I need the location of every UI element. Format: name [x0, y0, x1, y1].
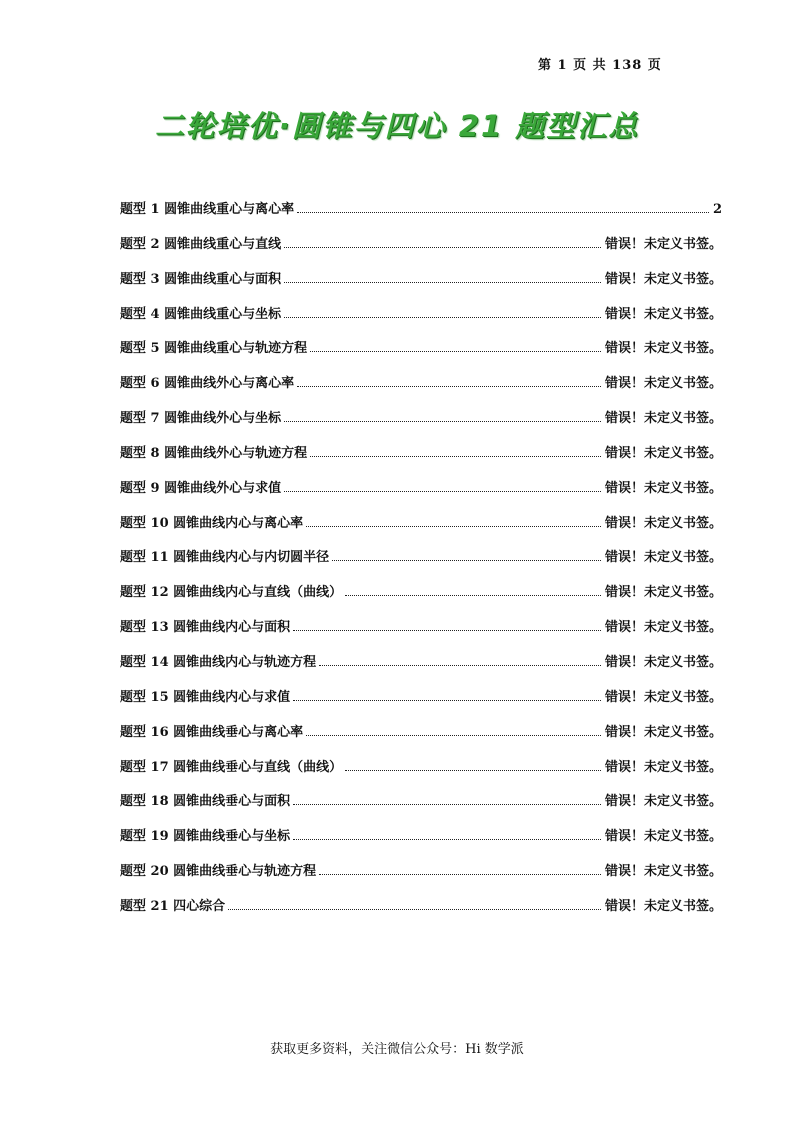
toc-dot-leader — [284, 282, 601, 283]
toc-entry-label: 题型 16 圆锥曲线垂心与离心率 — [120, 724, 304, 740]
toc-entry-label: 题型 19 圆锥曲线垂心与坐标 — [120, 829, 291, 845]
toc-entry-page: 错误！未定义书签。 — [604, 829, 722, 845]
toc-entry[interactable] — [120, 477, 722, 512]
toc-entry-page: 错误！未定义书签。 — [604, 341, 722, 357]
toc-entry-page: 错误！未定义书签。 — [604, 689, 722, 705]
toc-dot-leader — [310, 456, 601, 457]
toc-entry-label: 题型 10 圆锥曲线内心与离心率 — [120, 515, 304, 531]
toc-entry-page: 错误！未定义书签。 — [604, 898, 722, 914]
toc-dot-leader — [319, 665, 601, 666]
toc-entry-label: 题型 9 圆锥曲线外心与求值 — [120, 480, 282, 496]
toc-entry-label: 题型 14 圆锥曲线内心与轨迹方程 — [120, 654, 317, 670]
toc-entry-page: 错误！未定义书签。 — [604, 759, 722, 775]
toc-dot-leader — [319, 874, 601, 875]
toc-entry-label: 题型 3 圆锥曲线重心与面积 — [120, 271, 282, 287]
toc-entry-label: 题型 7 圆锥曲线外心与坐标 — [120, 411, 282, 427]
toc-entry-page: 错误！未定义书签。 — [604, 585, 722, 601]
toc-entry-label: 题型 1 圆锥曲线重心与离心率 — [120, 202, 295, 217]
toc-entry[interactable] — [120, 581, 722, 616]
toc-entry-page: 错误！未定义书签。 — [604, 724, 722, 740]
toc-entry-page: 错误！未定义书签。 — [604, 794, 722, 810]
toc-dot-leader — [306, 735, 601, 736]
toc-dot-leader — [284, 247, 601, 248]
footer-note: 获取更多资料，关注微信公众号：Hi 数学派 — [270, 1042, 524, 1057]
toc-dot-leader — [310, 351, 601, 352]
toc-dot-leader — [293, 700, 601, 701]
toc-entry[interactable] — [120, 268, 722, 303]
toc-entry-page: 错误！未定义书签。 — [604, 236, 722, 252]
toc-entry[interactable] — [120, 895, 722, 930]
page-number: 第 1 页 共 138 页 — [538, 58, 662, 73]
toc-dot-leader — [332, 560, 601, 561]
toc-dot-leader — [228, 909, 601, 910]
toc-entry-page: 错误！未定义书签。 — [604, 411, 722, 427]
toc-entry-label: 题型 13 圆锥曲线内心与面积 — [120, 620, 291, 636]
toc-entry[interactable] — [120, 721, 722, 756]
toc-entry-page: 错误！未定义书签。 — [604, 376, 722, 392]
toc-dot-leader — [306, 526, 601, 527]
toc-entry[interactable] — [120, 407, 722, 442]
toc-entry[interactable] — [120, 303, 722, 338]
toc-entry-label: 题型 17 圆锥曲线垂心与直线（曲线） — [120, 759, 343, 775]
toc-dot-leader — [284, 421, 601, 422]
toc-entry[interactable] — [120, 546, 722, 581]
toc-dot-leader — [345, 770, 601, 771]
toc-entry[interactable] — [120, 756, 722, 791]
toc-entry[interactable] — [120, 616, 722, 651]
toc-entry[interactable] — [120, 686, 722, 721]
toc-entry[interactable] — [120, 233, 722, 268]
toc-entry[interactable] — [120, 825, 722, 860]
toc-entry[interactable] — [120, 198, 722, 233]
toc-entry-page: 错误！未定义书签。 — [604, 864, 722, 880]
toc-entry-page: 错误！未定义书签。 — [604, 515, 722, 531]
toc-entry-label: 题型 2 圆锥曲线重心与直线 — [120, 236, 282, 252]
toc-dot-leader — [345, 595, 601, 596]
table-of-contents — [120, 198, 722, 930]
toc-entry[interactable] — [120, 372, 722, 407]
toc-dot-leader — [284, 317, 601, 318]
toc-entry-label: 题型 18 圆锥曲线垂心与面积 — [120, 794, 291, 810]
toc-entry-page: 错误！未定义书签。 — [604, 271, 722, 287]
toc-entry-label: 题型 11 圆锥曲线内心与内切圆半径 — [120, 550, 330, 566]
toc-dot-leader — [284, 491, 601, 492]
toc-entry-page: 错误！未定义书签。 — [604, 445, 722, 461]
toc-entry-label: 题型 6 圆锥曲线外心与离心率 — [120, 376, 295, 392]
toc-entry[interactable] — [120, 860, 722, 895]
toc-entry-page: 2 — [712, 202, 722, 217]
toc-entry-label: 题型 15 圆锥曲线内心与求值 — [120, 689, 291, 705]
toc-entry[interactable] — [120, 651, 722, 686]
toc-dot-leader — [293, 804, 601, 805]
toc-entry-label: 题型 5 圆锥曲线重心与轨迹方程 — [120, 341, 308, 357]
toc-entry-page: 错误！未定义书签。 — [604, 654, 722, 670]
toc-entry-page: 错误！未定义书签。 — [604, 306, 722, 322]
toc-entry[interactable] — [120, 790, 722, 825]
toc-entry[interactable] — [120, 512, 722, 547]
toc-dot-leader — [293, 839, 601, 840]
toc-entry-label: 题型 8 圆锥曲线外心与轨迹方程 — [120, 445, 308, 461]
toc-entry[interactable] — [120, 337, 722, 372]
toc-entry-page: 错误！未定义书签。 — [604, 550, 722, 566]
toc-dot-leader — [293, 630, 601, 631]
document-title: 二轮培优·圆锥与四心 21 题型汇总 — [154, 109, 640, 143]
toc-dot-leader — [297, 212, 709, 213]
toc-entry-label: 题型 4 圆锥曲线重心与坐标 — [120, 306, 282, 322]
toc-entry-label: 题型 12 圆锥曲线内心与直线（曲线） — [120, 585, 343, 601]
toc-entry-label: 题型 20 圆锥曲线垂心与轨迹方程 — [120, 864, 317, 880]
toc-entry-page: 错误！未定义书签。 — [604, 620, 722, 636]
toc-entry[interactable] — [120, 442, 722, 477]
toc-entry-page: 错误！未定义书签。 — [604, 480, 722, 496]
toc-entry-label: 题型 21 四心综合 — [120, 898, 226, 914]
toc-dot-leader — [297, 386, 601, 387]
